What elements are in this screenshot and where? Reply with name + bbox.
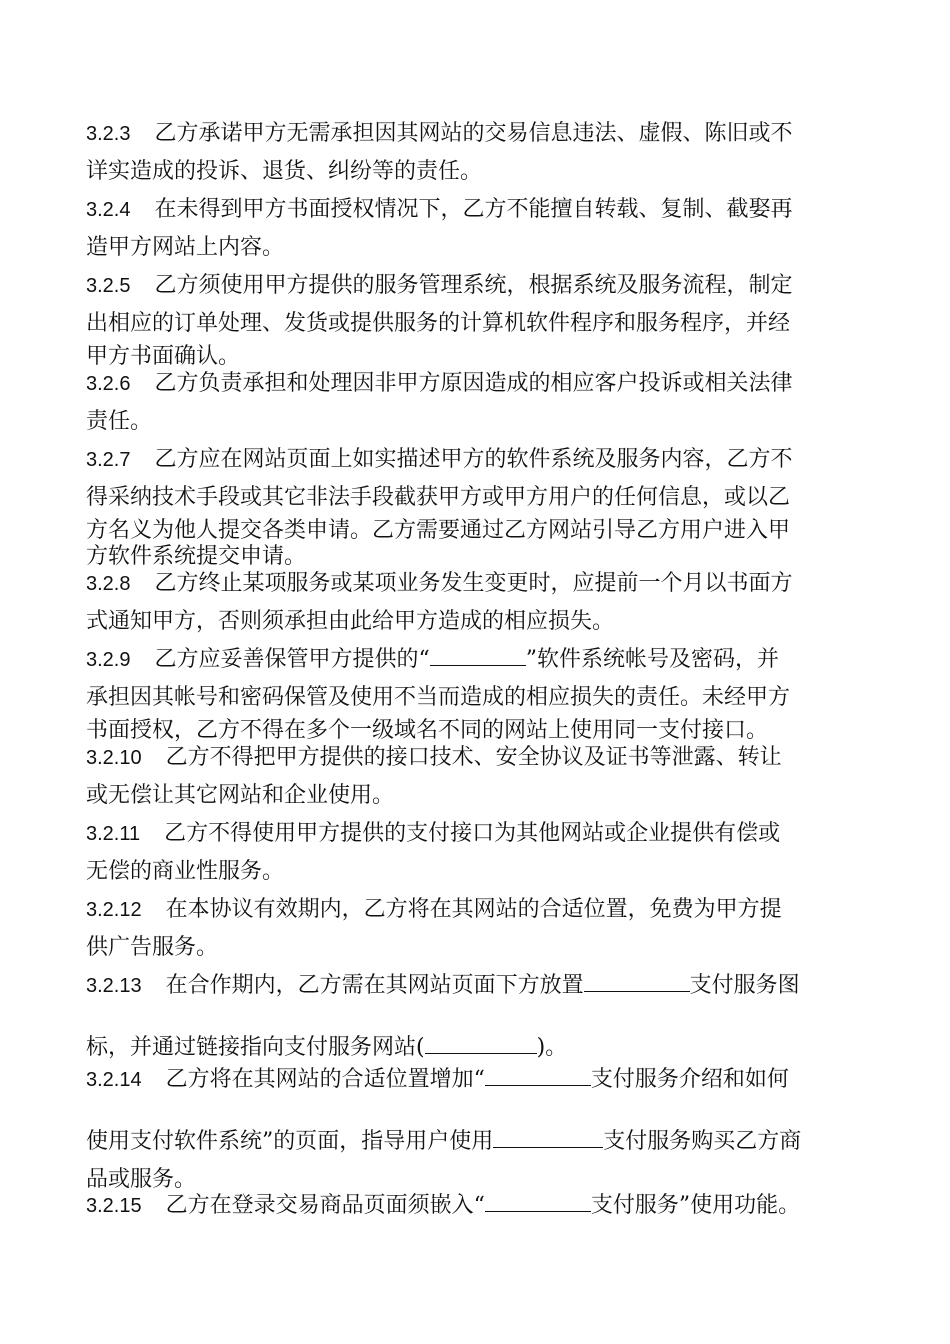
clause-text: 支付服务购买乙方商 — [603, 1129, 802, 1154]
clause-text: )。 — [536, 1035, 568, 1060]
clause-text: 出相应的订单处理、发货或提供服务的计算机软件程序和服务程序，并经 — [86, 311, 791, 336]
clause-3-2-4 — [86, 192, 793, 268]
clause-text: 或无偿让其它网站和企业使用。 — [86, 783, 395, 808]
clause-3-2-3 — [86, 116, 793, 192]
clause-text: 乙方承诺甲方无需承担因其网站的交易信息违法、虚假、陈旧或不 — [154, 121, 793, 146]
clause-number: 3.2.13 — [86, 975, 142, 997]
clause-text: 无偿的商业性服务。 — [86, 859, 285, 884]
clause-text: 支付服务”使用功能。 — [590, 1193, 801, 1218]
clause-text: 在未得到甲方书面授权情况下，乙方不能擅自转载、复制、截娶再 — [154, 197, 793, 222]
clause-text: 承担因其帐号和密码保管及使用不当而造成的相应损失的责任。未经甲方 — [86, 685, 791, 710]
clause-text: 品或服务。 — [86, 1167, 197, 1192]
clause-number: 3.2.10 — [86, 747, 142, 769]
clause-text: 乙方终止某项服务或某项业务发生变更时，应提前一个月以书面方 — [154, 571, 793, 596]
fill-in-blank — [485, 1193, 591, 1212]
clause-3-2-12 — [86, 892, 782, 968]
clause-3-2-13 — [86, 968, 800, 1066]
clause-3-2-9 — [86, 642, 790, 744]
clause-text: 方软件系统提交申请。 — [86, 544, 307, 569]
clause-3-2-15 — [86, 1188, 800, 1224]
clause-3-2-8 — [86, 566, 793, 642]
clause-text: 详实造成的投诉、退货、纠纷等的责任。 — [86, 159, 483, 184]
clause-text: 责任。 — [86, 409, 153, 434]
clause-number: 3.2.15 — [86, 1195, 142, 1217]
clause-text: 乙方应妥善保管甲方提供的“ — [154, 647, 430, 672]
clause-text: 造甲方网站上内容。 — [86, 235, 285, 260]
clause-number: 3.2.11 — [86, 823, 141, 845]
fill-in-blank — [485, 1067, 591, 1086]
clause-number: 3.2.6 — [86, 373, 131, 395]
clause-number: 3.2.9 — [86, 649, 131, 671]
clause-text: 使用支付软件系统”的页面，指导用户使用 — [86, 1129, 494, 1154]
fill-in-blank — [584, 973, 690, 992]
clause-text: 标，并通过链接指向支付服务网站( — [86, 1035, 425, 1060]
clause-number: 3.2.12 — [86, 899, 142, 921]
clause-text: 在本协议有效期内，乙方将在其网站的合适位置，免费为甲方提 — [165, 897, 782, 922]
clause-text: 乙方将在其网站的合适位置增加“ — [165, 1067, 485, 1092]
clause-number: 3.2.8 — [86, 573, 131, 595]
fill-in-blank — [493, 1129, 603, 1148]
clause-text: 书面授权，乙方不得在多个一级域名不同的网站上使用同一支付接口。 — [86, 718, 769, 743]
fill-in-blank — [430, 647, 526, 666]
clause-text: 支付服务图 — [689, 973, 800, 998]
clause-text: 方名义为他人提交各类申请。乙方需要通过乙方网站引导乙方用户进入甲 — [86, 518, 791, 543]
clause-number: 3.2.7 — [86, 449, 131, 471]
clause-text: ”软件系统帐号及密码，并 — [525, 647, 779, 672]
clause-text: 支付服务介绍和如何 — [590, 1067, 789, 1092]
clause-number: 3.2.14 — [86, 1069, 142, 1091]
clause-text: 在合作期内，乙方需在其网站页面下方放置 — [165, 973, 584, 998]
clause-3-2-10 — [86, 740, 782, 816]
clause-text: 乙方不得把甲方提供的接口技术、安全协议及证书等泄露、转让 — [165, 745, 782, 770]
clause-text: 乙方负责承担和处理因非甲方原因造成的相应客户投诉或相关法律 — [154, 371, 793, 396]
clause-text: 乙方在登录交易商品页面须嵌入“ — [165, 1193, 485, 1218]
clause-text: 供广告服务。 — [86, 935, 219, 960]
clause-3-2-5 — [86, 268, 793, 370]
clause-number: 3.2.4 — [86, 199, 131, 221]
clause-text: 乙方应在网站页面上如实描述甲方的软件系统及服务内容，乙方不 — [154, 447, 793, 472]
clause-text: 甲方书面确认。 — [86, 344, 241, 369]
clause-3-2-7 — [86, 442, 793, 570]
clause-text: 乙方不得使用甲方提供的支付接口为其他网站或企业提供有偿或 — [164, 821, 781, 846]
clause-text: 乙方须使用甲方提供的服务管理系统，根据系统及服务流程，制定 — [154, 273, 793, 298]
clause-text: 式通知甲方，否则须承担由此给甲方造成的相应损失。 — [86, 609, 615, 634]
clause-3-2-14 — [86, 1062, 801, 1200]
clause-3-2-6 — [86, 366, 793, 442]
clause-number: 3.2.5 — [86, 275, 131, 297]
clause-3-2-11 — [86, 816, 780, 892]
fill-in-blank — [425, 1035, 537, 1054]
clause-text: 得采纳技术手段或其它非法手段截获甲方或甲方用户的任何信息，或以乙 — [86, 485, 791, 510]
clause-number: 3.2.3 — [86, 123, 131, 145]
